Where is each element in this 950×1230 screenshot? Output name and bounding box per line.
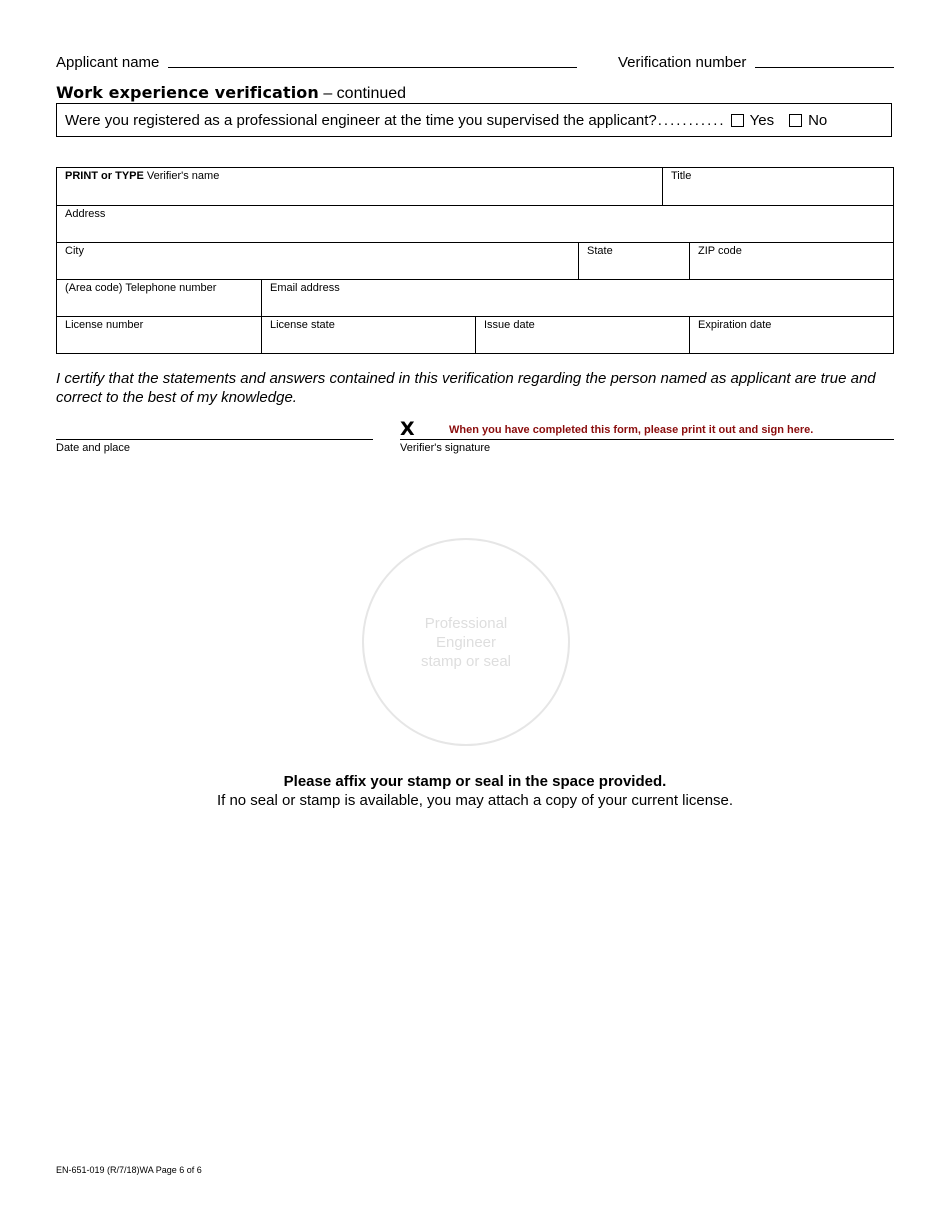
table-row xyxy=(57,243,893,280)
affix-note: If no seal or stamp is available, you may attach a copy of your current license. xyxy=(216,792,734,809)
seal-line: Professional xyxy=(424,614,508,632)
phone-input[interactable] xyxy=(57,296,261,316)
stamp-seal-area xyxy=(362,538,570,746)
question-leader: ........... xyxy=(657,111,726,129)
section-title-subtitle: – continued xyxy=(323,85,407,102)
table-row xyxy=(57,206,893,243)
state-cell xyxy=(579,243,690,279)
license-number-input[interactable] xyxy=(57,333,261,353)
date-place-label: Date and place xyxy=(56,442,130,454)
applicant-name-field[interactable] xyxy=(168,67,577,68)
verifier-name-label: Verifier's name xyxy=(146,170,220,182)
section-title xyxy=(56,83,406,103)
registration-question xyxy=(56,103,892,137)
title-cell xyxy=(663,168,893,205)
yes-checkbox[interactable] xyxy=(731,114,744,127)
signature-instruction: When you have completed this form, please print it out and sign here. xyxy=(449,424,814,436)
issue-date-cell xyxy=(476,317,690,353)
table-row xyxy=(57,280,893,317)
section-title-main: Work experience verification xyxy=(56,83,319,102)
table-row xyxy=(57,317,893,353)
verifier-name-cell xyxy=(57,168,663,205)
expiration-date-label: Expiration date xyxy=(698,319,772,331)
verifier-name-input[interactable] xyxy=(57,185,662,205)
city-input[interactable] xyxy=(57,259,578,279)
license-state-cell xyxy=(262,317,476,353)
option-no-label: No xyxy=(808,111,828,129)
address-input[interactable] xyxy=(57,222,893,242)
applicant-name-label: Applicant name xyxy=(56,54,160,71)
zip-cell xyxy=(690,243,893,279)
email-cell xyxy=(262,280,893,316)
address-cell xyxy=(57,206,893,242)
city-label: City xyxy=(65,245,84,257)
phone-label: (Area code) Telephone number xyxy=(65,282,217,294)
license-state-input[interactable] xyxy=(262,333,475,353)
email-label: Email address xyxy=(270,282,340,294)
state-label: State xyxy=(587,245,613,257)
verifier-name-prefix: PRINT or TYPE xyxy=(65,170,144,182)
seal-line: Engineer xyxy=(435,633,497,651)
verifier-signature-field[interactable] xyxy=(400,439,894,440)
title-label: Title xyxy=(671,170,692,182)
signature-x-mark: X xyxy=(400,418,415,440)
email-input[interactable] xyxy=(262,296,893,316)
seal-placeholder-text xyxy=(421,614,511,671)
license-number-label: License number xyxy=(65,319,144,331)
zip-label: ZIP code xyxy=(698,245,742,257)
issue-date-input[interactable] xyxy=(476,333,689,353)
expiration-date-cell xyxy=(690,317,893,353)
verification-number-label: Verification number xyxy=(618,54,747,71)
title-input[interactable] xyxy=(663,185,893,205)
option-yes[interactable] xyxy=(731,112,774,129)
option-yes-label: Yes xyxy=(749,111,775,129)
phone-cell xyxy=(57,280,262,316)
verifier-signature-label: Verifier's signature xyxy=(400,442,491,454)
date-place-field[interactable] xyxy=(56,439,373,440)
no-checkbox[interactable] xyxy=(789,114,802,127)
expiration-date-input[interactable] xyxy=(690,333,893,353)
affix-heading: Please affix your stamp or seal in the space provided. xyxy=(283,773,667,790)
license-number-cell xyxy=(57,317,262,353)
form-footer: EN-651-019 (R/7/18)WA Page 6 of 6 xyxy=(56,1165,202,1175)
issue-date-label: Issue date xyxy=(484,319,535,331)
verification-number-field[interactable] xyxy=(755,67,894,68)
address-label: Address xyxy=(65,208,106,220)
city-cell xyxy=(57,243,579,279)
zip-input[interactable] xyxy=(690,259,893,279)
certification-statement: I certify that the statements and answers contained in this verification regarding the person named as applicant are true and correct to the best of my knowledge. xyxy=(56,370,876,406)
license-state-label: License state xyxy=(270,319,335,331)
seal-line: stamp or seal xyxy=(420,652,512,670)
question-text: Were you registered as a professional engineer at the time you supervised the applicant? xyxy=(65,111,657,129)
state-input[interactable] xyxy=(579,259,689,279)
option-no[interactable] xyxy=(789,112,827,129)
table-row xyxy=(57,168,893,206)
verifier-info-table xyxy=(56,167,894,354)
